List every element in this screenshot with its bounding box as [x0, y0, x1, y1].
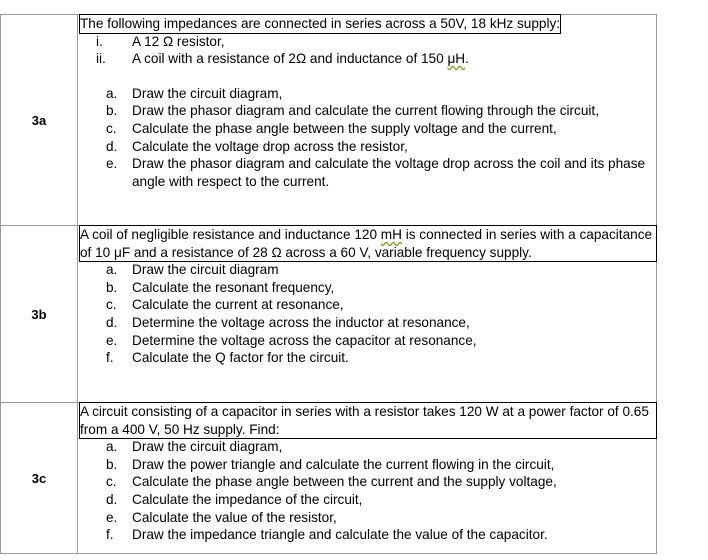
- list-item: f. Calculate the Q factor for the circuit.: [106, 350, 349, 366]
- question-row-3b: [1, 226, 657, 403]
- question-intro: The following impedances are connected in series across a 50V, 18 kHz supply:: [80, 16, 561, 31]
- list-item: c. Calculate the phase angle between the current and the supply voltage,: [106, 474, 557, 490]
- list-item: d. Calculate the voltage drop across the resistor,: [106, 138, 408, 154]
- question-body: [78, 226, 657, 403]
- question-label: 3b: [1, 226, 78, 403]
- question-label: 3a: [1, 15, 78, 226]
- list-item: i. A 12 Ω resistor,: [96, 33, 225, 49]
- impedance-list: [80, 33, 656, 68]
- list-item: d. Determine the voltage across the inductor at resonance,: [106, 314, 470, 330]
- list-item: ii. A coil with a resistance of 2Ω and inductance of 150 μH.: [96, 51, 469, 67]
- list-item: b. Draw the phasor diagram and calculate the current flowing through the circuit,: [106, 103, 599, 119]
- list-item: e. Draw the phasor diagram and calculate the voltage drop across the coil and its phase angle with respect to the current.: [106, 156, 646, 189]
- question-body: [78, 403, 657, 554]
- question-row-3c: [1, 403, 657, 554]
- list-item: a. Draw the circuit diagram,: [106, 439, 283, 455]
- spelling-flag: μH: [447, 51, 466, 67]
- list-item: a. Draw the circuit diagram: [106, 262, 279, 278]
- task-list: [80, 261, 656, 367]
- list-item: e. Determine the voltage across the capacitor at resonance,: [106, 332, 477, 348]
- list-item: e. Calculate the value of the resistor,: [106, 509, 337, 525]
- question-body: [78, 15, 657, 226]
- list-item: f. Draw the impedance triangle and calculate the value of the capacitor.: [106, 527, 548, 543]
- task-list: [80, 85, 656, 191]
- task-list: [80, 438, 656, 544]
- question-label: 3c: [1, 403, 78, 554]
- question-intro: A circuit consisting of a capacitor in series with a resistor takes 120 W at a power factor of 0.65 from a 400 V, 50 Hz supply. Find:: [80, 403, 656, 438]
- list-item: c. Calculate the phase angle between the supply voltage and the current,: [106, 120, 557, 136]
- question-row-3a: [1, 15, 657, 226]
- list-item: d. Calculate the impedance of the circuit,: [106, 491, 363, 507]
- question-intro: A coil of negligible resistance and inductance 120 mH is connected in series with a capacitance of 10 μF and a resistance of 28 Ω across a 60 V, variable frequency supply.: [80, 226, 656, 261]
- list-item: b. Calculate the resonant frequency,: [106, 279, 335, 295]
- list-item: a. Draw the circuit diagram,: [106, 85, 283, 101]
- questions-table: [0, 14, 657, 554]
- list-item: b. Draw the power triangle and calculate the current flowing in the circuit,: [106, 456, 555, 472]
- list-item: c. Calculate the current at resonance,: [106, 297, 344, 313]
- spelling-flag: mH: [380, 227, 402, 242]
